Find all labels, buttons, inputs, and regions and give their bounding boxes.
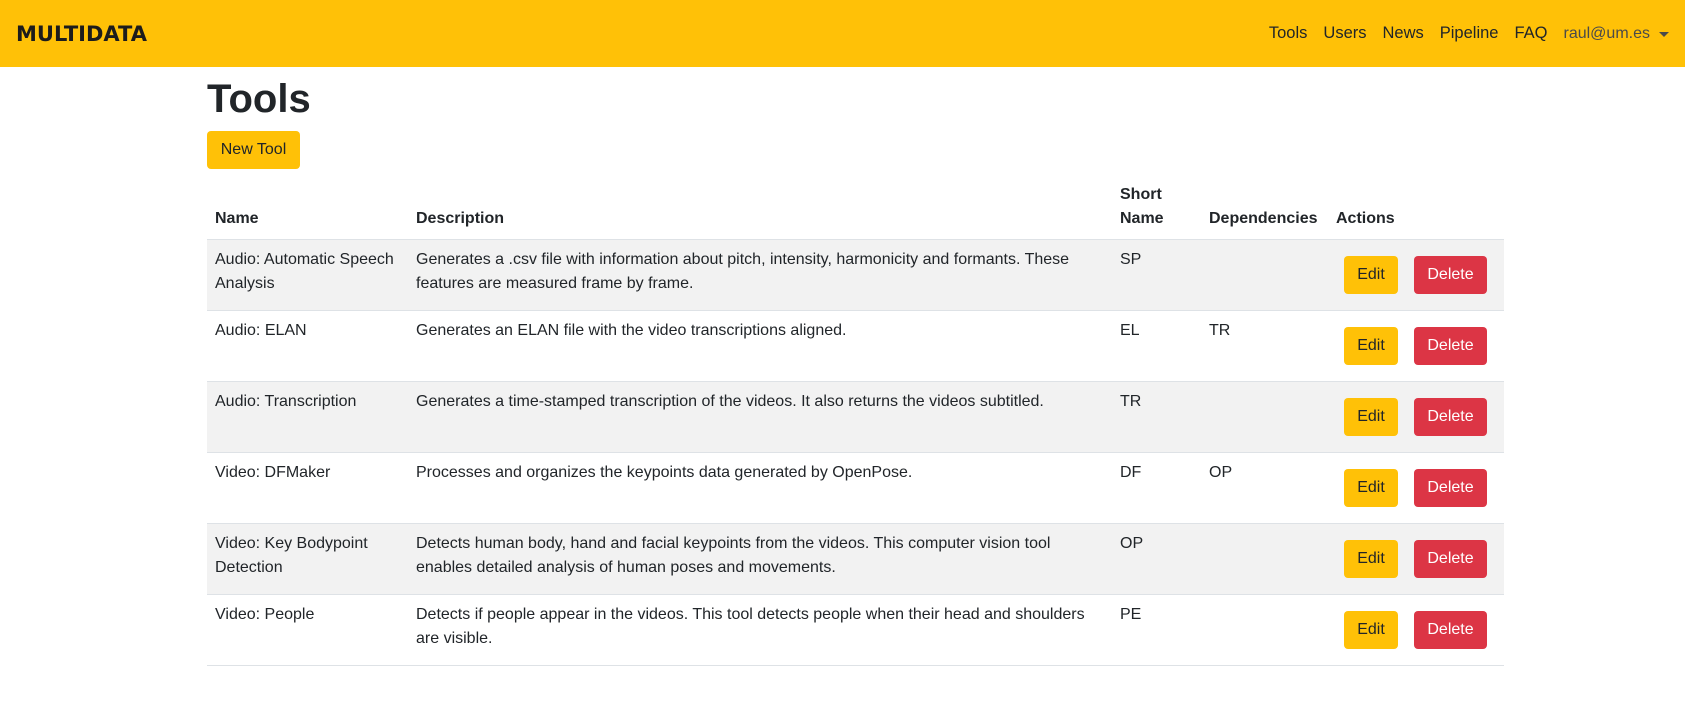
new-tool-button[interactable]: New Tool [207, 131, 300, 169]
tool-dependencies: TR [1201, 311, 1328, 382]
edit-button[interactable]: Edit [1344, 256, 1398, 294]
tool-name: Audio: ELAN [207, 311, 408, 382]
edit-button[interactable]: Edit [1344, 611, 1398, 649]
delete-button[interactable]: Delete [1414, 611, 1487, 649]
page-title: Tools [207, 77, 311, 121]
caret-down-icon [1659, 32, 1669, 37]
tool-dependencies: OP [1201, 453, 1328, 524]
delete-button[interactable]: Delete [1414, 256, 1487, 294]
delete-button[interactable]: Delete [1414, 327, 1487, 365]
nav-faq[interactable]: FAQ [1514, 24, 1548, 42]
tool-short-name: DF [1112, 453, 1201, 524]
tool-dependencies [1201, 382, 1328, 453]
tool-dependencies [1201, 595, 1328, 666]
nav-tools[interactable]: Tools [1268, 24, 1308, 42]
header-dependencies: Dependencies [1201, 175, 1328, 240]
tool-short-name: EL [1112, 311, 1201, 382]
tool-short-name: SP [1112, 240, 1201, 311]
user-menu-toggle[interactable] [1564, 25, 1670, 43]
tool-description: Processes and organizes the keypoints data generated by OpenPose. [408, 453, 1112, 524]
table-row [207, 453, 1504, 524]
tools-table [207, 175, 1504, 666]
header-short-name: Short Name [1112, 175, 1201, 240]
tool-actions [1328, 524, 1504, 595]
delete-button[interactable]: Delete [1414, 398, 1487, 436]
tool-short-name: PE [1112, 595, 1201, 666]
tool-short-name: TR [1112, 382, 1201, 453]
tool-actions [1328, 240, 1504, 311]
user-email: raul@um.es [1563, 24, 1650, 42]
tool-actions [1328, 453, 1504, 524]
edit-button[interactable]: Edit [1344, 327, 1398, 365]
edit-button[interactable]: Edit [1344, 469, 1398, 507]
tool-name: Audio: Transcription [207, 382, 408, 453]
header-name: Name [207, 175, 408, 240]
nav-pipeline[interactable]: Pipeline [1439, 24, 1499, 42]
header-description: Description [408, 175, 1112, 240]
tool-name: Video: People [207, 595, 408, 666]
tool-dependencies [1201, 240, 1328, 311]
header-actions: Actions [1328, 175, 1504, 240]
tools-table-body [207, 240, 1504, 666]
tool-name: Audio: Automatic Speech Analysis [207, 240, 408, 311]
tool-description: Detects human body, hand and facial keypoints from the videos. This computer vision tool enables detailed analysis of human poses and movements. [408, 524, 1112, 595]
multidata-logo-icon [16, 22, 164, 46]
table-row [207, 524, 1504, 595]
table-header-row [207, 175, 1504, 240]
tool-actions [1328, 382, 1504, 453]
table-row [207, 382, 1504, 453]
table-row [207, 311, 1504, 382]
tool-description: Generates an ELAN file with the video transcriptions aligned. [408, 311, 1112, 382]
table-row [207, 595, 1504, 666]
delete-button[interactable]: Delete [1414, 540, 1487, 578]
tool-name: Video: DFMaker [207, 453, 408, 524]
tool-name: Video: Key Bodypoint Detection [207, 524, 408, 595]
tool-description: Generates a .csv file with information about pitch, intensity, harmonicity and formants. These features are measured frame by frame. [408, 240, 1112, 311]
tool-actions [1328, 595, 1504, 666]
table-row [207, 240, 1504, 311]
navbar [0, 0, 1685, 67]
tool-actions [1328, 311, 1504, 382]
brand-logo[interactable] [16, 22, 164, 46]
nav-users[interactable]: Users [1323, 24, 1367, 42]
edit-button[interactable]: Edit [1344, 540, 1398, 578]
tool-dependencies [1201, 524, 1328, 595]
nav-links [1253, 0, 1669, 67]
edit-button[interactable]: Edit [1344, 398, 1398, 436]
brand-text: MULTIDATA [16, 22, 147, 46]
main-content [207, 67, 1504, 647]
nav-news[interactable]: News [1382, 24, 1424, 42]
tool-short-name: OP [1112, 524, 1201, 595]
delete-button[interactable]: Delete [1414, 469, 1487, 507]
tool-description: Generates a time-stamped transcription of the videos. It also returns the videos subtitled. [408, 382, 1112, 453]
tool-description: Detects if people appear in the videos. This tool detects people when their head and shoulders are visible. [408, 595, 1112, 666]
